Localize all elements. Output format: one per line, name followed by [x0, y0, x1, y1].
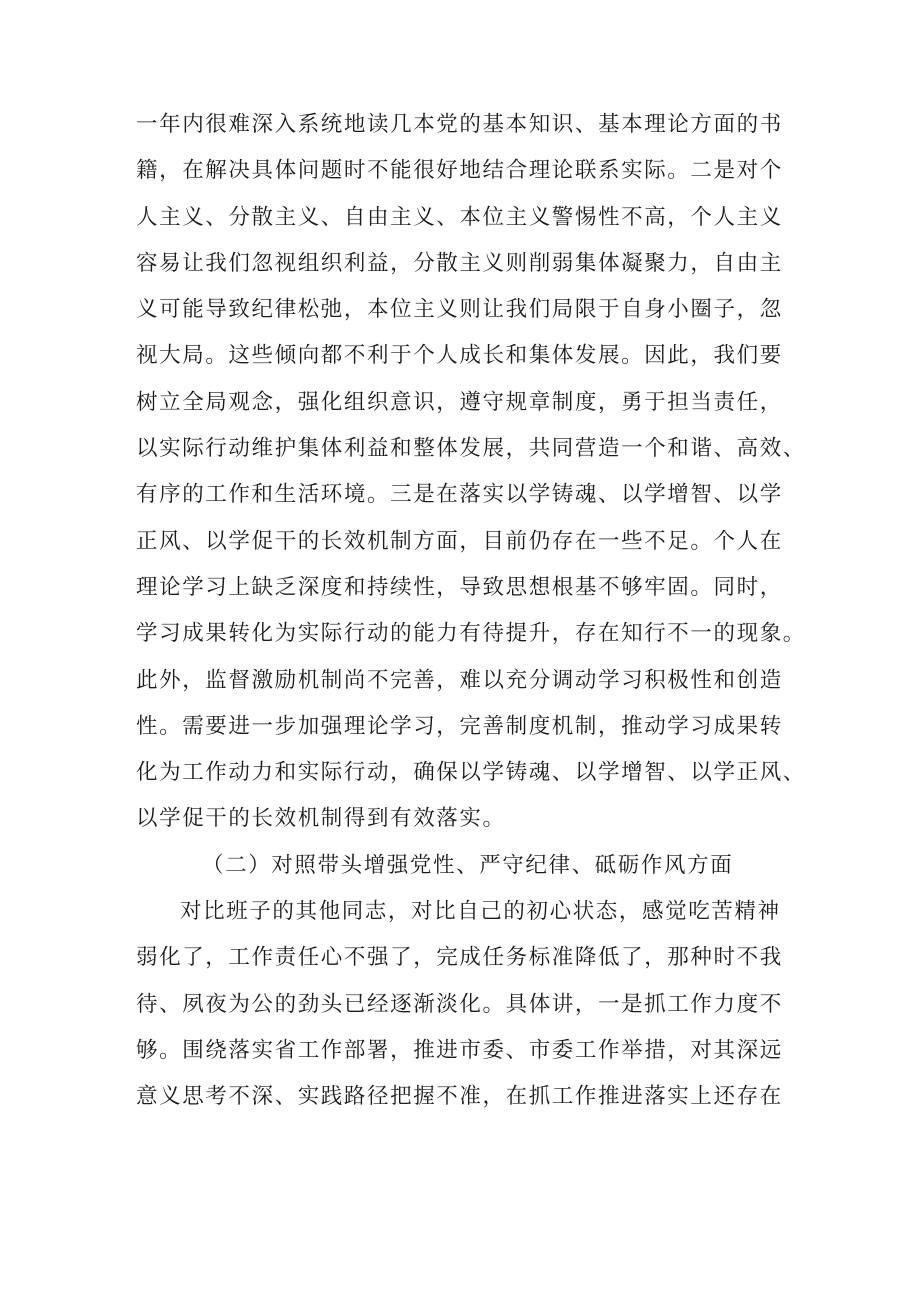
text-line: 理论学习上缺乏深度和持续性，导致思想根基不够牢固。同时，	[136, 574, 783, 600]
text-line: 树立全局观念，强化组织意识，遵守规章制度，勇于担当责任，	[136, 389, 783, 415]
text-line: 够。围绕落实省工作部署，推进市委、市委工作举措，对其深远	[136, 1037, 783, 1063]
text-line: 有序的工作和生活环境。三是在落实以学铸魂、以学增智、以学	[136, 482, 783, 508]
text-line: 一年内很难深入系统地读几本党的基本知识、基本理论方面的书	[136, 112, 783, 137]
text-line: 视大局。这些倾向都不利于个人成长和集体发展。因此，我们要	[136, 343, 783, 369]
text-line: 待、夙夜为公的劲头已经逐渐淡化。具体讲，一是抓工作力度不	[136, 991, 783, 1017]
text-line: 籍，在解决具体问题时不能很好地结合理论联系实际。二是对个	[136, 158, 783, 184]
section-heading: （二）对照带头增强党性、严守纪律、砥砺作风方面	[202, 852, 734, 878]
text-line: 对比班子的其他同志，对比自己的初心状态，感觉吃苦精神	[180, 899, 781, 925]
text-line: 化为工作动力和实际行动，确保以学铸魂、以学增智、以学正风、	[136, 760, 806, 786]
text-line: 学习成果转化为实际行动的能力有待提升，存在知行不一的现象。	[136, 621, 806, 647]
text-line: 正风、以学促干的长效机制方面，目前仍存在一些不足。个人在	[136, 528, 783, 554]
text-line: 以学促干的长效机制得到有效落实。	[136, 806, 506, 832]
text-line: 以实际行动维护集体利益和整体发展，共同营造一个和谐、高效、	[136, 436, 806, 462]
text-line: 容易让我们忽视组织利益，分散主义则削弱集体凝聚力，自由主	[136, 250, 783, 276]
body-text	[136, 102, 816, 1121]
text-line: 义可能导致纪律松弛，本位主义则让我们局限于自身小圈子，忽	[136, 297, 783, 323]
text-line: 此外，监督激励机制尚不完善，难以充分调动学习积极性和创造	[136, 667, 783, 693]
text-line: 弱化了，工作责任心不强了，完成任务标准降低了，那种时不我	[136, 945, 783, 971]
text-line: 意义思考不深、实践路径把握不准，在抓工作推进落实上还存在	[136, 1084, 783, 1110]
text-line: 人主义、分散主义、自由主义、本位主义警惕性不高，个人主义	[136, 204, 783, 230]
text-line: 性。需要进一步加强理论学习，完善制度机制，推动学习成果转	[136, 713, 783, 739]
